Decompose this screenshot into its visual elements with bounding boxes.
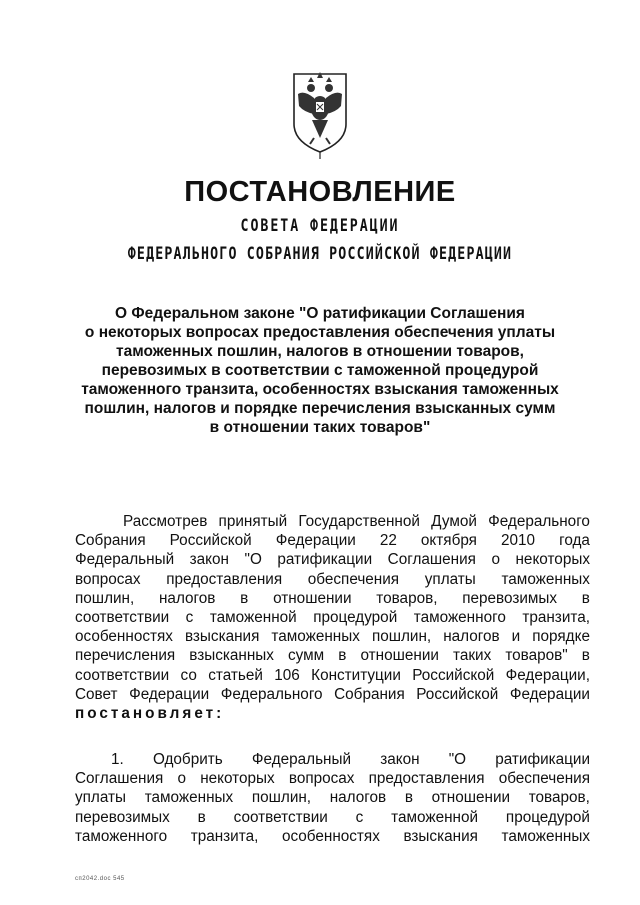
- word: со: [180, 666, 197, 684]
- text-line: [75, 608, 590, 627]
- word: в: [197, 808, 206, 826]
- word: таможенных: [271, 628, 360, 646]
- text-line: [75, 750, 590, 769]
- word: Федерального: [220, 685, 323, 703]
- word: пошлин,: [75, 589, 135, 607]
- coat-of-arms-emblem: [284, 64, 356, 160]
- word: обеспечения: [307, 570, 400, 588]
- word: пошлин,: [251, 789, 312, 807]
- word: товаров": [505, 647, 568, 665]
- word: Думой: [431, 513, 477, 530]
- word: и: [511, 628, 521, 646]
- word: статьей: [208, 666, 263, 684]
- word: Федерации: [129, 685, 210, 703]
- word: взысканных: [189, 647, 274, 665]
- word: таможенных: [501, 570, 590, 588]
- word: Совет: [75, 685, 118, 703]
- word: налогов: [158, 589, 216, 607]
- word: с: [185, 609, 194, 627]
- word: предоставления: [368, 770, 485, 788]
- resolution-heading: [40, 304, 600, 437]
- heading-line: перевозимых в соответствии с таможенной процедурой: [101, 362, 539, 379]
- word: в: [581, 589, 590, 607]
- word: принятый: [218, 513, 288, 530]
- word: закон: [189, 551, 229, 569]
- word: года: [559, 532, 590, 550]
- word: в: [404, 789, 413, 807]
- paragraph-1: [75, 512, 590, 723]
- word: процедурой: [505, 808, 590, 826]
- paragraph-2: [75, 750, 590, 846]
- word: налогов: [329, 789, 387, 807]
- word: Собрания: [75, 532, 146, 550]
- text-line: [75, 666, 590, 685]
- word: уплаты: [75, 789, 127, 807]
- word: ратификации: [495, 751, 590, 768]
- word: особенностях: [75, 628, 173, 646]
- word: порядке: [532, 628, 590, 646]
- word: товаров,: [376, 589, 438, 607]
- word: закон: [380, 751, 420, 768]
- word: некоторых: [515, 551, 590, 569]
- text-line: [75, 827, 590, 846]
- word: соответствии: [75, 666, 170, 684]
- word: особенностях: [281, 827, 380, 845]
- word: Рассмотрев: [123, 513, 208, 530]
- word: отношении: [273, 589, 352, 607]
- word: 2010: [501, 532, 536, 550]
- word: таможенного: [413, 609, 506, 627]
- word: в: [581, 647, 590, 665]
- word: Федерации,: [505, 666, 590, 684]
- word: Соглашения: [75, 770, 164, 788]
- word: о: [177, 770, 186, 788]
- word: налогов: [443, 628, 500, 646]
- word: товаров,: [528, 789, 590, 807]
- word: "О: [244, 551, 262, 569]
- word: Конституции: [311, 666, 401, 684]
- word: обеспечения: [498, 770, 590, 788]
- issuer-line-2: ФЕДЕРАЛЬНОГО СОБРАНИЯ РОССИЙСКОЙ ФЕДЕРАЦИИ: [127, 244, 513, 264]
- word: таможенных: [501, 827, 590, 845]
- word: "О: [448, 751, 467, 768]
- word: в: [240, 589, 249, 607]
- text-line: [75, 627, 590, 646]
- word: Российской: [412, 666, 495, 684]
- text-line: [75, 531, 590, 550]
- text-line: [75, 646, 590, 665]
- heading-line: таможенного транзита, особенностях взыскания таможенных: [81, 381, 559, 398]
- word: Федеральный: [251, 751, 352, 768]
- word: 1.: [111, 751, 124, 768]
- text-line: [75, 512, 590, 531]
- word: перечисления: [75, 647, 176, 665]
- heading-line: в отношении таких товаров": [209, 419, 431, 436]
- word: уплаты: [424, 570, 476, 588]
- word: транзита,: [522, 609, 590, 627]
- word: предоставления: [166, 570, 283, 588]
- word: отношении: [360, 647, 439, 665]
- word: пошлин,: [371, 628, 432, 646]
- document-title: ПОСТАНОВЛЕНИЕ: [184, 176, 456, 208]
- word: некоторых: [200, 770, 275, 788]
- word: таможенного: [75, 827, 168, 845]
- word: транзита,: [190, 827, 259, 845]
- word: Российской: [169, 532, 252, 550]
- text-line: [75, 704, 590, 723]
- word: Федеральный: [75, 551, 175, 569]
- word: в: [338, 647, 347, 665]
- issuer-line-1: СОВЕТА ФЕДЕРАЦИИ: [240, 216, 400, 236]
- word: Одобрить: [152, 751, 223, 768]
- heading-line: таможенных пошлин, налогов в отношении товаров,: [116, 343, 524, 360]
- heading-line: пошлин, налогов и порядке перечисления взысканных сумм: [84, 400, 556, 417]
- text-line: [75, 808, 590, 827]
- word: 106: [274, 666, 300, 684]
- word: отношении: [431, 789, 511, 807]
- word: Соглашения: [387, 551, 476, 569]
- heading-line: О Федеральном законе "О ратификации Соглашения: [115, 305, 525, 322]
- word: таможенной: [391, 808, 479, 826]
- word: 22: [379, 532, 397, 550]
- word: взыскания: [184, 628, 260, 646]
- text-line: [75, 788, 590, 807]
- word: о: [491, 551, 500, 569]
- text-line: [75, 550, 590, 569]
- word: Государственной: [298, 513, 420, 530]
- file-reference-footer: сп2042.doc 545: [75, 876, 125, 882]
- text-line: [75, 685, 590, 704]
- word: таможенной: [209, 609, 297, 627]
- word: процедурой: [313, 609, 398, 627]
- word: Федерации: [509, 685, 590, 703]
- word: таких: [453, 647, 492, 665]
- word: таможенных: [144, 789, 234, 807]
- word: перевозимых: [462, 589, 558, 607]
- word: Собрания: [334, 685, 405, 703]
- word: взыскания: [403, 827, 478, 845]
- text-line: [75, 769, 590, 788]
- word: Федерации: [275, 532, 356, 550]
- double-headed-eagle-icon: [284, 64, 356, 160]
- heading-line: о некоторых вопросах предоставления обеспечения уплаты: [84, 324, 556, 341]
- word: вопросах: [75, 570, 141, 588]
- word: Федерального: [488, 513, 590, 530]
- word: октября: [420, 532, 477, 550]
- word: ратификации: [277, 551, 373, 569]
- word: с: [355, 808, 364, 826]
- text-line: [75, 589, 590, 608]
- word: сумм: [288, 647, 325, 665]
- word: соответствии: [75, 609, 170, 627]
- word: вопросах: [288, 770, 355, 788]
- word: соответствии: [233, 808, 328, 826]
- text-line: [75, 570, 590, 589]
- word: Российской: [416, 685, 499, 703]
- word: перевозимых: [75, 808, 170, 826]
- resolves-word: постановляет:: [75, 705, 225, 723]
